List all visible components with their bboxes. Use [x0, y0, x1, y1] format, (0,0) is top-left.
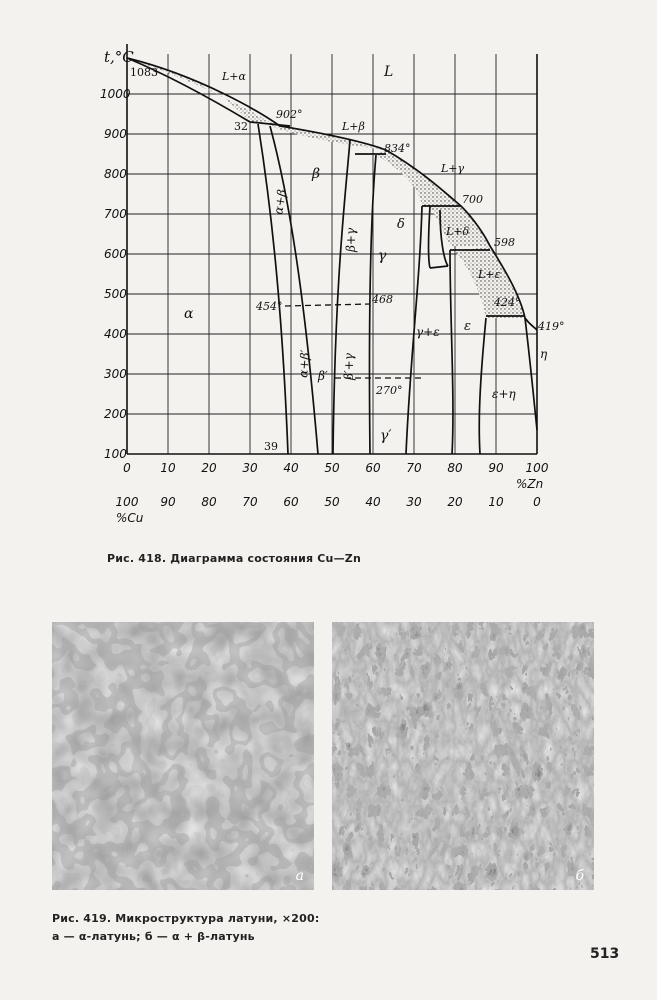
label-eta: η [540, 347, 548, 361]
y-tick: 1000 [100, 87, 131, 101]
photo-b-letter: б [575, 868, 584, 884]
beta-transition-454 [285, 304, 370, 306]
two-phase-regions [127, 58, 525, 318]
x-tick-zn: 40 [283, 461, 299, 475]
label-delta: δ [397, 217, 405, 232]
label-beta-prime: β′ [318, 369, 328, 383]
y-tick: 900 [104, 127, 127, 141]
label-l-epsilon: L+ε [478, 268, 501, 281]
y-tick: 600 [104, 247, 127, 261]
beta-right [333, 140, 350, 454]
photo-a-letter: а [295, 868, 304, 884]
label-c32: 32 [234, 120, 248, 133]
x-tick-zn: 30 [242, 461, 258, 475]
label-t454: 454° [256, 300, 283, 313]
x-tick-cu: 50 [324, 495, 340, 509]
label-t270: 270° [376, 384, 403, 397]
x-tick-zn: 100 [525, 461, 549, 475]
label-l-beta: L+β [342, 120, 365, 133]
x-tick-zn: 0 [123, 461, 131, 475]
label-alpha: α [184, 306, 194, 322]
label-l-gamma: L+γ [441, 162, 465, 175]
label-t419: 419° [538, 320, 565, 333]
x-unit-zn: %Zn [516, 477, 544, 491]
label-l: L [384, 64, 394, 80]
label-t598: 598 [494, 236, 515, 249]
x-tick-cu: 60 [283, 495, 299, 509]
page-number: 513 [590, 946, 620, 962]
x-tick-cu: 30 [406, 495, 422, 509]
label-gamma: γ [378, 248, 387, 264]
label-l-delta: L+δ [446, 225, 470, 238]
figure-419-caption-line2: а — α-латунь; б — α + β-латунь [52, 930, 255, 943]
x-tick-cu: 90 [160, 495, 176, 509]
x-unit-cu: %Cu [116, 511, 144, 525]
label-gamma-prime: γ′ [380, 428, 392, 444]
x-tick-cu: 70 [242, 495, 258, 509]
label-l-alpha: L+α [222, 70, 246, 83]
label-t468: 468 [372, 293, 393, 306]
x-tick-zn: 60 [365, 461, 381, 475]
x-tick-cu: 40 [365, 495, 381, 509]
label-t700: 700 [462, 193, 483, 206]
label-t902: 902° [276, 108, 303, 121]
label-alpha-beta-low: α+β′ [296, 349, 313, 379]
alpha-solvus [258, 124, 288, 454]
label-t834: 834° [384, 142, 411, 155]
x-tick-zn: 50 [324, 461, 340, 475]
y-tick: 200 [104, 407, 127, 421]
label-beta-gamma-high: β+γ [344, 227, 358, 252]
epsilon-right [479, 318, 486, 454]
x-tick-zn: 20 [201, 461, 217, 475]
label-alpha-beta-high: α+β [271, 188, 290, 216]
x-tick-zn: 10 [160, 461, 176, 475]
x-tick-zn: 90 [488, 461, 504, 475]
y-tick: 400 [104, 327, 127, 341]
label-beta: β [312, 166, 321, 182]
micrograph-alpha-beta-brass [332, 622, 594, 890]
x-tick-zn: 80 [447, 461, 463, 475]
l-gamma-region [376, 150, 461, 206]
y-tick: 800 [104, 167, 127, 181]
y-tick: 700 [104, 207, 127, 221]
figure-419-caption-line1: Рис. 419. Микроструктура латуни, ×200: [52, 912, 320, 925]
label-epsilon: ε [464, 319, 471, 334]
figure-418-caption: Рис. 418. Диаграмма состояния Cu—Zn [107, 552, 361, 565]
y-tick: 500 [104, 287, 127, 301]
eutectoid [430, 266, 448, 268]
y-tick: 100 [104, 447, 127, 461]
axis-title-t: t,°C [104, 48, 134, 66]
label-epsilon-eta: ε+η [492, 387, 516, 401]
label-gamma-epsilon: γ+ε [416, 325, 440, 339]
label-t1083: 1083 [130, 66, 158, 79]
x-tick-cu: 10 [488, 495, 504, 509]
label-t424: 424° [494, 296, 521, 309]
label-beta-prime-gamma: β′+γ [342, 353, 356, 380]
micrograph-alpha-brass [52, 622, 314, 890]
x-tick-cu: 0 [533, 495, 541, 509]
y-tick: 300 [104, 367, 127, 381]
x-tick-cu: 20 [447, 495, 463, 509]
epsilon-left [450, 250, 453, 454]
x-tick-zn: 70 [406, 461, 422, 475]
delta-left [429, 206, 431, 268]
label-c39: 39 [264, 440, 278, 453]
x-tick-cu: 100 [115, 495, 139, 509]
x-tick-cu: 80 [201, 495, 217, 509]
